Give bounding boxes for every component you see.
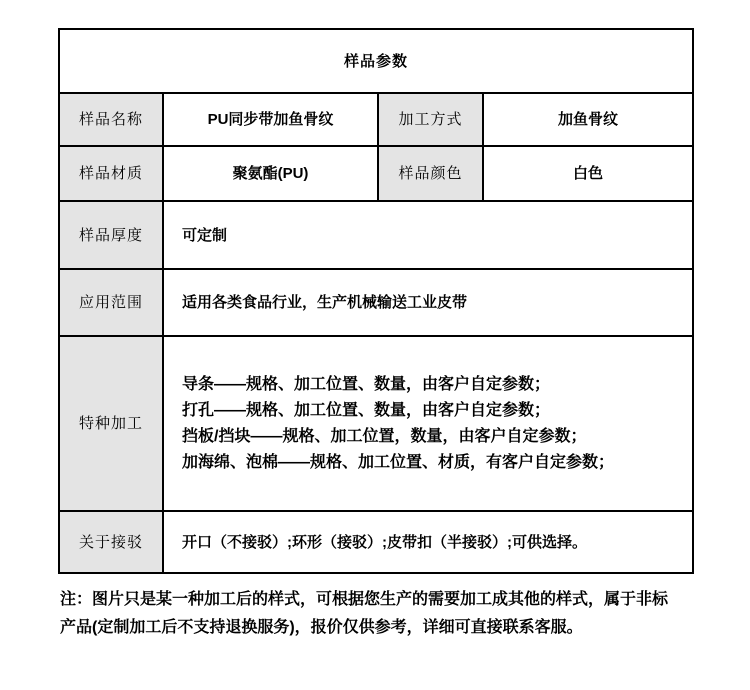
value-sample-name: PU同步带加鱼骨纹 — [163, 93, 378, 146]
value-special-processing — [163, 336, 693, 511]
value-sample-material: 聚氨酯(PU) — [163, 146, 378, 201]
row-sample-name — [59, 93, 693, 146]
label-sample-color: 样品颜色 — [378, 146, 483, 201]
row-sample-material — [59, 146, 693, 201]
label-application-scope: 应用范围 — [59, 269, 163, 336]
row-about-joining — [59, 511, 693, 573]
label-sample-thickness: 样品厚度 — [59, 201, 163, 269]
special-processing-line-1: 导条——规格、加工位置、数量，由客户自定参数； — [182, 375, 551, 393]
row-sample-thickness — [59, 201, 693, 269]
spec-table — [58, 28, 694, 574]
value-application-scope: 适用各类食品行业，生产机械输送工业皮带 — [163, 269, 693, 336]
footer-note-line-1: 注：图片只是某一种加工后的样式，可根据您生产的需要加工成其他的样式，属于非标 — [60, 591, 669, 608]
label-process-method: 加工方式 — [378, 93, 483, 146]
footer-note — [60, 586, 705, 642]
label-sample-name: 样品名称 — [59, 93, 163, 146]
value-sample-thickness: 可定制 — [163, 201, 693, 269]
value-sample-color: 白色 — [483, 146, 693, 201]
value-process-method: 加鱼骨纹 — [483, 93, 693, 146]
row-special-processing — [59, 336, 693, 511]
table-title: 样品参数 — [59, 29, 693, 93]
value-about-joining: 开口（不接驳）;环形（接驳）;皮带扣（半接驳）;可供选择。 — [163, 511, 693, 573]
label-sample-material: 样品材质 — [59, 146, 163, 201]
label-special-processing: 特种加工 — [59, 336, 163, 511]
footer-note-line-2: 产品(定制加工后不支持退换服务)，报价仅供参考，详细可直接联系客服。 — [60, 619, 583, 636]
special-processing-line-3: 挡板/挡块——规格、加工位置，数量，由客户自定参数； — [182, 427, 587, 445]
label-about-joining: 关于接驳 — [59, 511, 163, 573]
row-application-scope — [59, 269, 693, 336]
special-processing-line-4: 加海绵、泡棉——规格、加工位置、材质，有客户自定参数； — [182, 453, 615, 471]
special-processing-line-2: 打孔——规格、加工位置、数量，由客户自定参数； — [182, 401, 551, 419]
title-row — [59, 29, 693, 93]
